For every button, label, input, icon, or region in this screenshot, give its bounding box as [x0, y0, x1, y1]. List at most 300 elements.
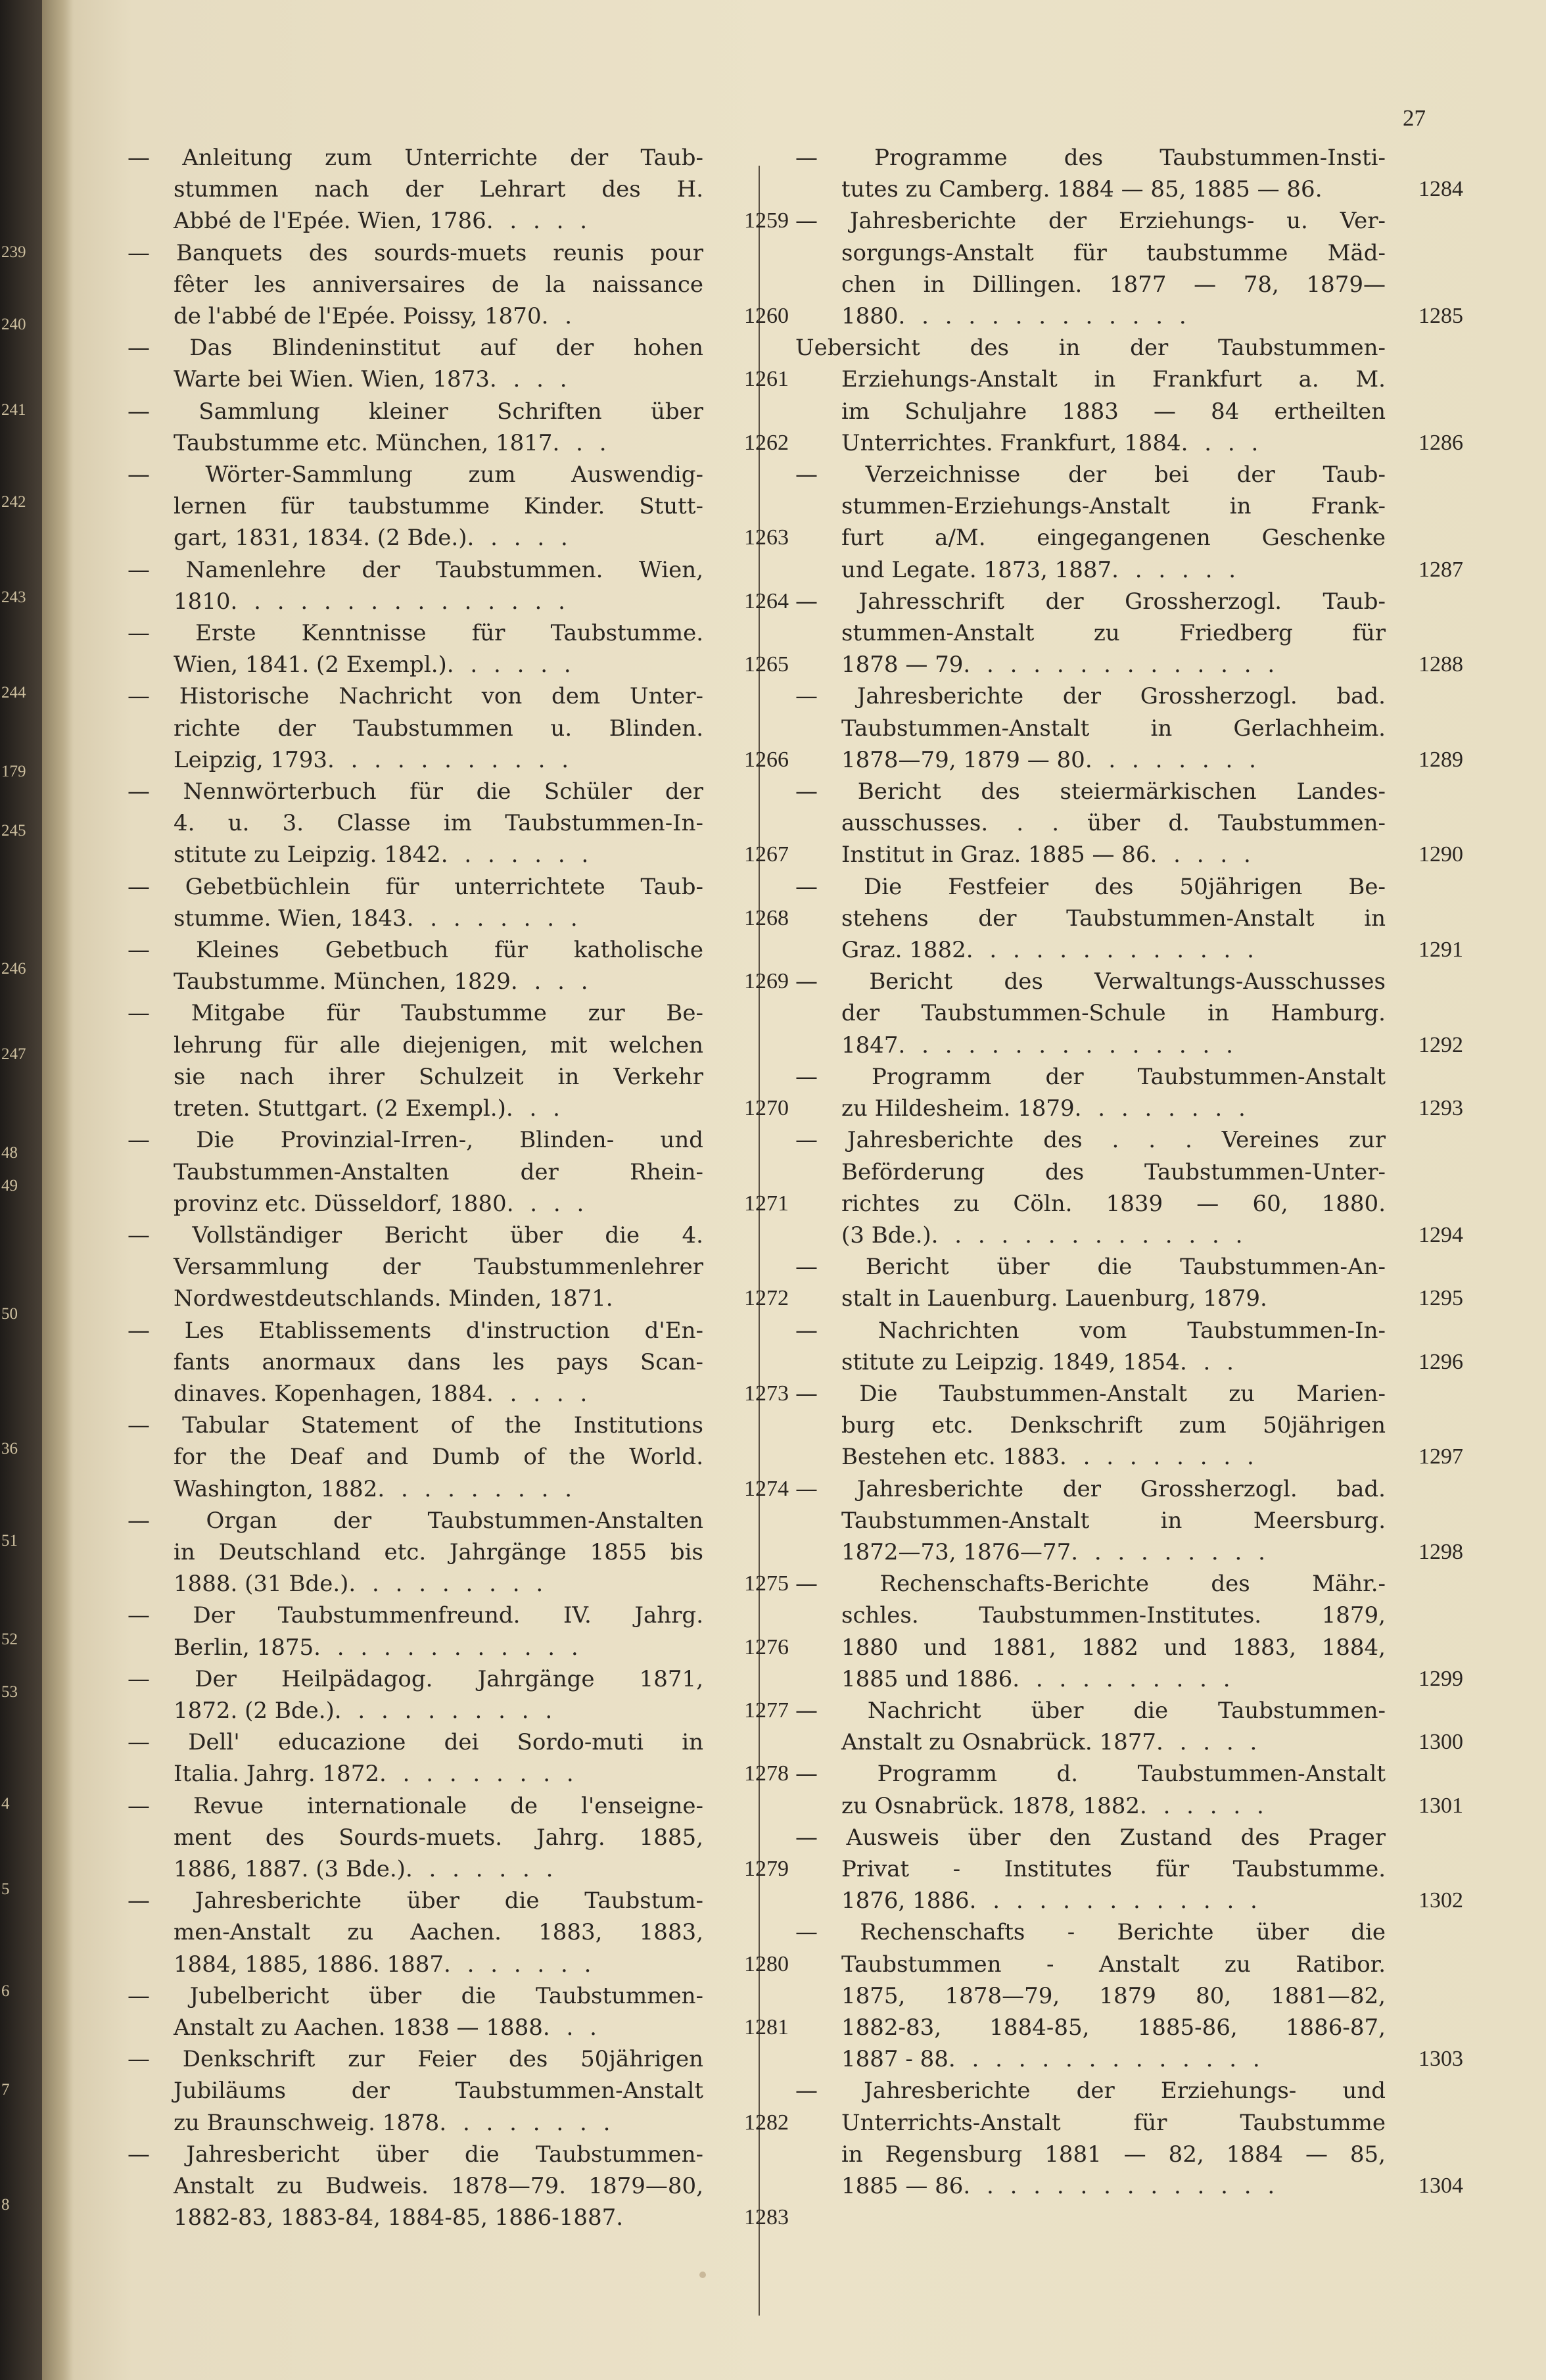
entry-line-text: treten. Stuttgart. (2 Exempl.) [174, 1095, 506, 1122]
entry-line-text: Berlin, 1875 [174, 1634, 314, 1661]
left-entry [128, 934, 790, 997]
entry-line [128, 522, 703, 554]
entry-line [795, 174, 1386, 205]
entry-line: — Programm der Taubstummen-Anstalt [795, 1063, 1386, 1090]
entry-line: — Verzeichnisse der bei der Taub- [795, 462, 1386, 488]
entry-line-text: Graz. 1882 [841, 937, 966, 964]
entry-line [128, 2107, 703, 2139]
entry-number: 1292 [1418, 1032, 1463, 1057]
entry-line-text: 1878—79, 1879 — 80 [841, 746, 1085, 773]
entry-number: 1261 [744, 367, 789, 392]
left-entry [128, 1505, 790, 1600]
entry-line [128, 364, 703, 395]
entry-line-text: 1888. (31 Bde.) [174, 1571, 349, 1598]
entry-number: 1299 [1418, 1666, 1463, 1691]
entry-line [795, 1885, 1386, 1916]
left-entry [128, 776, 790, 871]
entry-line-text: zu Braunschweig. 1878 [174, 2109, 440, 2136]
entry-line: furt a/M. eingegangenen Geschenke [841, 525, 1386, 552]
entry-line: — Ausweis über den Zustand des Prager [795, 1824, 1386, 1851]
entry-line [128, 2012, 703, 2043]
entry-line: — Denkschrift zur Feier des 50jährigen [128, 2046, 703, 2073]
left-entry [128, 459, 790, 554]
entry-line: — Programme des Taubstummen-Insti- [795, 145, 1386, 171]
entry-line [128, 1568, 703, 1600]
entry-line [795, 934, 1386, 966]
leader-dots: . . . . [506, 1190, 589, 1217]
entry-line [795, 300, 1386, 332]
leader-dots: . . . [542, 2014, 601, 2041]
leader-dots: . . . . . . . . . [1060, 1444, 1259, 1471]
left-entry [128, 1124, 790, 1220]
entry-line-text: Anstalt zu Aachen. 1838 — 1888 [174, 2014, 543, 2041]
right-entry [795, 1568, 1463, 1695]
right-entry [795, 1916, 1463, 2075]
entry-number: 1263 [744, 525, 789, 550]
left-entry [128, 1885, 790, 1980]
entry-line: — Der Taubstummenfreund. IV. Jahrg. [128, 1602, 703, 1629]
entry-line: burg etc. Denkschrift zum 50jährigen [841, 1412, 1386, 1439]
entry-line-text: zu Hildesheim. 1879 [841, 1095, 1075, 1122]
leader-dots: . . . . . . [446, 652, 576, 678]
leader-dots: . . . . . . . . . . [334, 1697, 557, 1724]
entry-line [128, 839, 703, 870]
entry-line: — Jahresbericht über die Taubstummen- [128, 2141, 703, 2168]
entry-line: — Nennwörterbuch für die Schüler der [128, 778, 703, 805]
entry-line-text: 1810 [174, 588, 231, 615]
entry-line-text: Taubstumme etc. München, 1817 [174, 429, 553, 456]
entry-line [795, 1790, 1386, 1822]
right-entry [795, 332, 1463, 459]
entry-line [795, 839, 1386, 870]
entry-line [128, 903, 703, 934]
adjacent-page-number: 51 [1, 1532, 18, 1550]
entry-line: — Jahresberichte der Grossherzogl. bad. [795, 683, 1386, 710]
adjacent-page-number: 239 [1, 243, 26, 261]
left-entry [128, 1315, 790, 1410]
left-entry [128, 680, 790, 776]
entry-line [128, 300, 703, 332]
entry-number: 1264 [744, 588, 789, 613]
adjacent-page-number: 243 [1, 588, 26, 606]
entry-line [795, 1283, 1386, 1314]
leader-dots: . . . . . . . . . . . . . . . [898, 1032, 1238, 1059]
entry-line: — Les Etablissements d'instruction d'En- [128, 1317, 703, 1344]
leader-dots: . . . . [1181, 429, 1263, 456]
leader-dots: . . . [505, 1095, 565, 1122]
leader-dots: . . . [1179, 1348, 1238, 1375]
leader-dots: . [605, 1285, 618, 1312]
leader-dots: . . . . . [1150, 842, 1255, 869]
entry-number: 1273 [744, 1381, 789, 1406]
entry-line: sorgungs-Anstalt für taubstumme Mäd- [841, 239, 1386, 266]
entry-line-text: 1872—73, 1876—77 [841, 1538, 1071, 1565]
adjacent-page-number: 52 [1, 1630, 18, 1648]
leader-dots: . . [541, 303, 577, 330]
right-entry [795, 142, 1463, 205]
entry-number: 1294 [1418, 1222, 1463, 1247]
entry-line: in Deutschland etc. Jahrgänge 1855 bis [174, 1538, 703, 1565]
leader-dots: . . . . . . . . . [1071, 1538, 1270, 1565]
entry-line: stummen-Erziehungs-Anstalt in Frank- [841, 493, 1386, 520]
entry-line: — Rechenschafts-Berichte des Mähr.- [795, 1571, 1386, 1598]
entry-line: Taubstummen - Anstalt zu Ratibor. [841, 1951, 1386, 1978]
entry-line-text: 1876, 1886 [841, 1888, 970, 1915]
entry-line [795, 554, 1386, 586]
entry-line [795, 2170, 1386, 2202]
right-entry [795, 776, 1463, 871]
entry-line: — Die Taubstummen-Anstalt zu Marien- [795, 1380, 1386, 1407]
entry-line-text: stalt in Lauenburg. Lauenburg, 1879. [841, 1285, 1267, 1312]
leader-dots: . . . . . . . . [1085, 746, 1261, 773]
entry-line-text: und Legate. 1873, 1887 [841, 556, 1112, 583]
entry-number: 1300 [1418, 1730, 1463, 1755]
right-entry [795, 1061, 1463, 1124]
entry-number: 1298 [1418, 1539, 1463, 1564]
entry-line [795, 1093, 1386, 1124]
entry-line: — Der Heilpädagog. Jahrgänge 1871, [128, 1665, 703, 1692]
entry-line [128, 1632, 703, 1663]
leader-dots: . . . . . . . . . [377, 1475, 577, 1502]
entry-line [795, 744, 1386, 776]
entry-line: — Anleitung zum Unterrichte der Taub- [128, 145, 703, 171]
entry-line-text: 1872. (2 Bde.) [174, 1697, 335, 1724]
entry-line [128, 205, 703, 237]
entry-number: 1297 [1418, 1444, 1463, 1469]
entry-number: 1286 [1418, 430, 1463, 455]
entry-line: Anstalt zu Budweis. 1878—79. 1879—80, [174, 2173, 703, 2199]
entry-line: Versammlung der Taubstummenlehrer [174, 1254, 703, 1281]
left-entry [128, 1980, 790, 2043]
entry-line: — Jahresberichte des . . . Vereines zur [795, 1127, 1386, 1154]
previous-page-numbers [0, 0, 26, 2380]
entry-line-text: 1884, 1885, 1886. 1887 [174, 1951, 444, 1978]
entry-line-text: Unterrichtes. Frankfurt, 1884 [841, 429, 1181, 456]
entry-line: — Nachricht über die Taubstummen- [795, 1697, 1386, 1724]
entry-line: im Schuljahre 1883 — 84 ertheilten [841, 398, 1386, 425]
leader-dots: . . . . . . . . . [379, 1761, 578, 1788]
adjacent-page-number: 53 [1, 1683, 18, 1701]
entry-line: fants anormaux dans les pays Scan- [174, 1348, 703, 1375]
entry-line: — Programm d. Taubstummen-Anstalt [795, 1761, 1386, 1788]
entry-number: 1262 [744, 430, 789, 455]
left-entry [128, 2043, 790, 2139]
entry-line-text: Bestehen etc. 1883 [841, 1444, 1060, 1471]
entry-line-text: 1882-83, 1883-84, 1884-85, 1886-1887. [174, 2204, 624, 2231]
entry-line [128, 586, 703, 617]
adjacent-page-number: 4 [1, 1795, 10, 1813]
entry-line-text: gart, 1831, 1834. (2 Bde.) [174, 525, 467, 552]
entry-number: 1271 [744, 1191, 789, 1216]
entry-line-text: 1887 - 88 [841, 2046, 949, 2073]
entry-line [128, 1093, 703, 1124]
entry-line: — Jahresberichte der Grossherzogl. bad. [795, 1475, 1386, 1502]
entry-number: 1277 [744, 1698, 789, 1723]
leader-dots: . . . . . . . [443, 1951, 596, 1978]
entry-line: 1875, 1878—79, 1879 80, 1881—82, [841, 1982, 1386, 2009]
entry-line-text: stitute zu Leipzig. 1842 [174, 842, 441, 869]
left-entry [128, 237, 790, 333]
entry-line: stummen nach der Lehrart des H. [174, 176, 703, 203]
entry-line: — Die Festfeier des 50jährigen Be- [795, 873, 1386, 900]
entry-line: 1882-83, 1884-85, 1885-86, 1886-87, [841, 2014, 1386, 2041]
entry-line: — Revue internationale de l'enseigne- [128, 1792, 703, 1819]
leader-dots: . . . [552, 429, 611, 456]
entry-line: ausschusses. . . über d. Taubstummen- [841, 810, 1386, 837]
entry-line [128, 2202, 703, 2233]
adjacent-page-number: 242 [1, 493, 26, 511]
entry-line: 1880 und 1881, 1882 und 1883, 1884, [841, 1634, 1386, 1661]
entry-line: — Organ der Taubstummen-Anstalten [128, 1507, 703, 1534]
entry-line-text: dinaves. Kopenhagen, 1884 [174, 1380, 487, 1407]
entry-line: lehrung für alle diejenigen, mit welchen [174, 1032, 703, 1059]
entry-line: fêter les anniversaires de la naissance [174, 271, 703, 298]
left-entry [128, 1220, 790, 1315]
adjacent-page-number: 7 [1, 2081, 10, 2099]
entry-number: 1274 [744, 1476, 789, 1501]
entry-line: lernen für taubstumme Kinder. Stutt- [174, 493, 703, 520]
left-entry [128, 1726, 790, 1790]
entry-number: 1272 [744, 1286, 789, 1311]
leader-dots: . . . . . . . . [439, 2109, 615, 2136]
leader-dots: . . . . . . . . . . . . . . [931, 1222, 1248, 1249]
entry-number: 1304 [1418, 2174, 1463, 2198]
right-entry [795, 586, 1463, 681]
adjacent-page-number: 36 [1, 1440, 18, 1458]
entry-line-text: Washington, 1882 [174, 1475, 378, 1502]
entry-number: 1289 [1418, 747, 1463, 772]
leader-dots: . . . . . . . . . . . . . . [963, 652, 1280, 678]
entry-line: — Banquets des sourds-muets reunis pour [128, 239, 703, 266]
entry-line: richtes zu Cöln. 1839 — 60, 1880. [841, 1190, 1386, 1217]
entry-line-text: 1885 — 86 [841, 2173, 964, 2199]
entry-number: 1259 [744, 208, 789, 233]
entry-line [795, 1663, 1386, 1695]
entry-line: — Jahresberichte über die Taubstum- [128, 1888, 703, 1915]
entry-line: — Bericht des Verwaltungs-Ausschusses [795, 968, 1386, 995]
entry-line [128, 744, 703, 776]
leader-dots: . . . . . . [1139, 1792, 1269, 1819]
leader-dots: . . . . . . . . . . . . . [898, 303, 1191, 330]
entry-line: chen in Dillingen. 1877 — 78, 1879— [841, 271, 1386, 298]
entry-number: 1266 [744, 747, 789, 772]
entry-line: Jubiläums der Taubstummen-Anstalt [174, 2078, 703, 2105]
leader-dots: . . . . . . . [405, 1855, 558, 1882]
leader-dots: . . . . . . . . . . . . . . . [230, 588, 570, 615]
entry-line: men-Anstalt zu Aachen. 1883, 1883, [174, 1919, 703, 1946]
entry-line: Unterrichts-Anstalt für Taubstumme [841, 2109, 1386, 2136]
entry-line-text: tutes zu Camberg. 1884 — 85, 1885 — 86. [841, 176, 1323, 203]
entry-line: — Jubelbericht über die Taubstummen- [128, 1982, 703, 2009]
leader-dots: . . . . . [486, 208, 592, 235]
entry-line: — Bericht des steiermärkischen Landes- [795, 778, 1386, 805]
entry-line [128, 1758, 703, 1790]
entry-line: — Namenlehre der Taubstummen. Wien, [128, 556, 703, 583]
right-entry [795, 1124, 1463, 1251]
entry-line-text: de l'abbé de l'Epée. Poissy, 1870 [174, 303, 542, 330]
entry-line: — Tabular Statement of the Institutions [128, 1412, 703, 1439]
entry-line: — Das Blindeninstitut auf der hohen [128, 335, 703, 362]
entry-number: 1296 [1418, 1349, 1463, 1374]
entry-line: — Sammlung kleiner Schriften über [128, 398, 703, 425]
entry-line [128, 427, 703, 459]
entry-line-text: 1880 [841, 303, 899, 330]
right-entry [795, 680, 1463, 776]
entry-line: — Rechenschafts - Berichte über die [795, 1919, 1386, 1946]
leader-dots: . . . . . . . . . . . [327, 746, 574, 773]
entry-line-text: Warte bei Wien. Wien, 1873 [174, 366, 490, 393]
entry-line [128, 1695, 703, 1726]
entry-line-text: Institut in Graz. 1885 — 86 [841, 842, 1150, 869]
entry-line [128, 649, 703, 680]
adjacent-page-number: 49 [1, 1177, 18, 1195]
entry-line: — Vollständiger Bericht über die 4. [128, 1222, 703, 1249]
entry-line [128, 1949, 703, 1980]
paper-spot [699, 2272, 706, 2278]
entry-line: Taubstummen-Anstalt in Meersburg. [841, 1507, 1386, 1534]
entry-line: schles. Taubstummen-Institutes. 1879, [841, 1602, 1386, 1629]
entry-line [128, 1378, 703, 1410]
entry-number: 1287 [1418, 557, 1463, 582]
entry-line: sie nach ihrer Schulzeit in Verkehr [174, 1063, 703, 1090]
entry-number: 1301 [1418, 1793, 1463, 1818]
entry-line-text: stitute zu Leipzig. 1849, 1854 [841, 1348, 1180, 1375]
right-entry [795, 1315, 1463, 1378]
left-entry [128, 554, 790, 617]
entry-line: der Taubstummen-Schule in Hamburg. [841, 1000, 1386, 1027]
adjacent-page-number: 241 [1, 401, 26, 419]
left-entry [128, 1663, 790, 1726]
adjacent-page-number: 246 [1, 960, 26, 978]
entry-line-text: zu Osnabrück. 1878, 1882 [841, 1792, 1140, 1819]
entry-line [795, 1536, 1386, 1568]
entry-line: — Dell' educazione dei Sordo-muti in [128, 1729, 703, 1756]
left-entry [128, 332, 790, 395]
adjacent-page-number: 6 [1, 1982, 10, 2000]
entry-line: — Bericht über die Taubstummen-An- [795, 1254, 1386, 1281]
entry-line-text: Taubstumme. München, 1829 [174, 968, 511, 995]
leader-dots: . . . . [489, 366, 572, 393]
leader-dots: . . . . . . . . [406, 905, 582, 932]
entry-number: 1269 [744, 969, 789, 994]
entry-line: — Jahresberichte der Erziehungs- u. Ver- [795, 208, 1386, 235]
entry-line: ment des Sourds-muets. Jahrg. 1885, [174, 1824, 703, 1851]
entry-line: — Jahresberichte der Erziehungs- und [795, 2078, 1386, 2105]
entry-line-text: Italia. Jahrg. 1872 [174, 1761, 379, 1788]
entry-line [795, 1441, 1386, 1473]
entry-number: 1275 [744, 1571, 789, 1596]
entry-line [795, 427, 1386, 459]
page-gutter [42, 0, 74, 2380]
entry-line: — Erste Kenntnisse für Taubstumme. [128, 620, 703, 647]
leader-dots: . . . . . . . [440, 842, 594, 869]
leader-dots: . . . . [510, 968, 593, 995]
entry-line-text: provinz etc. Düsseldorf, 1880 [174, 1190, 507, 1217]
entry-line: — Jahresschrift der Grossherzogl. Taub- [795, 588, 1386, 615]
leader-dots: . . . . . [467, 525, 573, 552]
leader-dots: . . . . . . . . . . . . . . [948, 2046, 1265, 2073]
leader-dots: . . . . . . . . . . . . [314, 1634, 583, 1661]
entry-number: 1284 [1418, 177, 1463, 202]
entry-number: 1267 [744, 842, 789, 867]
right-entry [795, 966, 1463, 1061]
entry-line: in Regensburg 1881 — 82, 1884 — 85, [841, 2141, 1386, 2168]
right-entry [795, 1758, 1463, 1821]
entry-line: 4. u. 3. Classe im Taubstummen-In- [174, 810, 703, 837]
entry-number: 1279 [744, 1856, 789, 1881]
entry-line-text: 1878 — 79 [841, 652, 964, 678]
entry-number: 1278 [744, 1761, 789, 1786]
entry-line [795, 1220, 1386, 1251]
entry-number: 1295 [1418, 1286, 1463, 1311]
entry-line [795, 1726, 1386, 1758]
left-entry [128, 617, 790, 680]
entry-line: — Mitgabe für Taubstumme zur Be- [128, 1000, 703, 1027]
entry-line: Beförderung des Taubstummen-Unter- [841, 1158, 1386, 1185]
entry-line-text: Nordwestdeutschlands. Minden, 1871 [174, 1285, 606, 1312]
adjacent-page-number: 5 [1, 1880, 10, 1898]
entry-line [128, 1853, 703, 1885]
entry-number: 1291 [1418, 938, 1463, 963]
leader-dots: . . . . . . . . [1074, 1095, 1250, 1122]
adjacent-page-number: 179 [1, 763, 26, 780]
entry-line [795, 2043, 1386, 2075]
left-entry [128, 997, 790, 1124]
adjacent-page-number: 244 [1, 684, 26, 702]
book-page [42, 0, 1546, 2380]
left-column [128, 142, 790, 2233]
entry-line: Taubstummen-Anstalten der Rhein- [174, 1158, 703, 1185]
left-entry [128, 1790, 790, 1886]
page-number: 27 [1403, 105, 1426, 131]
left-entry [128, 1600, 790, 1663]
entry-line: Taubstummen-Anstalt in Gerlachheim. [841, 715, 1386, 742]
entry-line [128, 1283, 703, 1314]
entry-line: stehens der Taubstummen-Anstalt in [841, 905, 1386, 932]
leader-dots: . . . . . . . . . . . . . [966, 937, 1259, 964]
entry-number: 1276 [744, 1634, 789, 1659]
right-column [795, 142, 1463, 2202]
right-entry [795, 1822, 1463, 1917]
right-entry [795, 1473, 1463, 1569]
entry-number: 1283 [744, 2205, 789, 2230]
adjacent-page-number: 50 [1, 1305, 18, 1323]
entry-line: — Historische Nachricht von dem Unter- [128, 683, 703, 710]
entry-number: 1268 [744, 905, 789, 930]
entry-line [795, 1030, 1386, 1061]
adjacent-page-number: 240 [1, 316, 26, 333]
adjacent-page-number: 48 [1, 1144, 18, 1162]
entry-line: — Kleines Gebetbuch für katholische [128, 937, 703, 964]
entry-line: Erziehungs-Anstalt in Frankfurt a. M. [841, 366, 1386, 393]
entry-line-text: Anstalt zu Osnabrück. 1877 [841, 1729, 1156, 1756]
entry-number: 1303 [1418, 2047, 1463, 2072]
entry-number: 1290 [1418, 842, 1463, 867]
left-entry [128, 396, 790, 459]
entry-line-text: Abbé de l'Epée. Wien, 1786 [174, 208, 486, 235]
entry-number: 1281 [744, 2014, 789, 2039]
leader-dots: . . . . . . . . . [348, 1571, 548, 1598]
entry-line: — Gebetbüchlein für unterrichtete Taub- [128, 873, 703, 900]
left-entry [128, 142, 790, 237]
entry-line-text: Wien, 1841. (2 Exempl.) [174, 652, 447, 678]
leader-dots: . . . . . . . . . . [1012, 1665, 1235, 1692]
entry-line: — Wörter-Sammlung zum Auswendig- [128, 462, 703, 488]
entry-number: 1270 [744, 1096, 789, 1121]
leader-dots: . . . . . . . . . . . . . [969, 1888, 1262, 1915]
adjacent-page-number: 247 [1, 1045, 26, 1063]
entry-line-text: 1886, 1887. (3 Bde.) [174, 1855, 406, 1882]
